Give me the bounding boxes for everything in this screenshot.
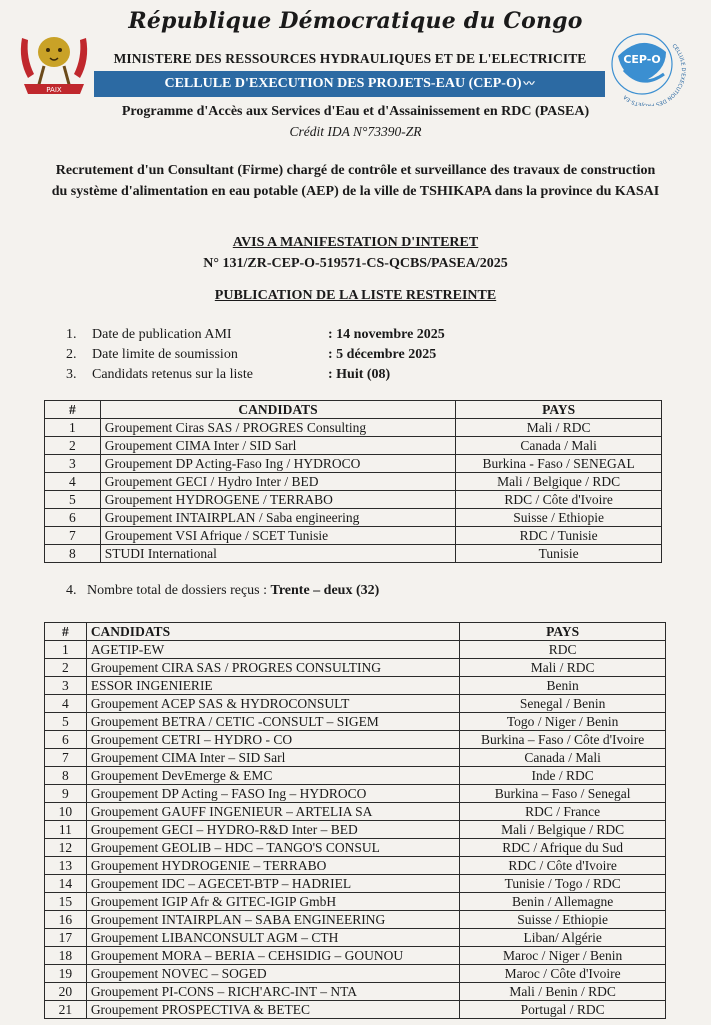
table-row <box>45 857 666 875</box>
shortlist-table <box>44 400 662 563</box>
programme-title: Programme d'Accès aux Services d'Eau et d'Assainissement en RDC (PASEA) <box>121 104 590 119</box>
table-row <box>45 731 666 749</box>
info-number: 3. <box>66 367 77 382</box>
row-number: 13 <box>45 857 87 875</box>
table-row <box>45 749 666 767</box>
table-row <box>45 767 666 785</box>
table-row <box>45 641 666 659</box>
info-value: : 14 novembre 2025 <box>328 327 445 342</box>
row-number: 7 <box>45 527 101 545</box>
received-table <box>44 622 666 1019</box>
row-country: Burkina – Faso / Côte d'Ivoire <box>460 731 666 749</box>
total-value: Trente – deux (32) <box>270 583 380 598</box>
info-list <box>66 325 626 385</box>
row-candidate: Groupement CIMA Inter / SID Sarl <box>100 437 455 455</box>
row-candidate: STUDI International <box>100 545 455 563</box>
table-row <box>45 821 666 839</box>
table-row <box>45 473 662 491</box>
row-number: 5 <box>45 713 87 731</box>
header-number: # <box>45 401 101 419</box>
row-country: Portugal / RDC <box>460 1001 666 1019</box>
row-country: Canada / Mali <box>460 749 666 767</box>
table-row <box>45 491 662 509</box>
table-row <box>45 803 666 821</box>
info-row <box>66 345 626 365</box>
row-country: Maroc / Niger / Benin <box>460 947 666 965</box>
row-number: 8 <box>45 767 87 785</box>
publication-heading: PUBLICATION DE LA LISTE RESTREINTE <box>214 288 497 303</box>
row-country: Mali / Belgique / RDC <box>460 821 666 839</box>
cellule-banner <box>94 71 605 97</box>
table-row <box>45 713 666 731</box>
table-row <box>45 929 666 947</box>
row-candidate: Groupement PI-CONS – RICH'ARC-INT – NTA <box>86 983 460 1001</box>
row-number: 3 <box>45 677 87 695</box>
row-number: 20 <box>45 983 87 1001</box>
row-country: Mali / Benin / RDC <box>460 983 666 1001</box>
row-number: 3 <box>45 455 101 473</box>
table-row <box>45 455 662 473</box>
row-candidate: Groupement DP Acting – FASO Ing – HYDROCO <box>86 785 460 803</box>
row-country: Suisse / Ethiopie <box>456 509 662 527</box>
row-candidate: ESSOR INGENIERIE <box>86 677 460 695</box>
row-country: Burkina – Faso / Senegal <box>460 785 666 803</box>
row-number: 15 <box>45 893 87 911</box>
row-country: Senegal / Benin <box>460 695 666 713</box>
logo-text: CEP-O <box>623 53 661 66</box>
recruitment-title: Recrutement d'un Consultant (Firme) chargé de contrôle et surveillance des travaux de construction du système d'alimentation en eau potable (AEP) de la ville de TSHIKAPA dans la province du KASAI <box>51 163 660 199</box>
cep-o-logo-icon <box>604 26 694 106</box>
credit-number: Crédit IDA N°73390-ZR <box>289 124 422 139</box>
row-number: 4 <box>45 473 101 491</box>
table-row <box>45 545 662 563</box>
row-country: RDC / France <box>460 803 666 821</box>
row-number: 6 <box>45 509 101 527</box>
republic-title: République Démocratique du Congo <box>128 8 583 34</box>
header-number: # <box>45 623 87 641</box>
row-country: RDC / Côte d'Ivoire <box>456 491 662 509</box>
row-candidate: Groupement DP Acting-Faso Ing / HYDROCO <box>100 455 455 473</box>
row-number: 8 <box>45 545 101 563</box>
row-candidate: Groupement MORA – BERIA – CEHSIDIG – GOUNOU <box>86 947 460 965</box>
table-row <box>45 983 666 1001</box>
row-country: Burkina - Faso / SENEGAL <box>456 455 662 473</box>
table-row <box>45 695 666 713</box>
row-country: Suisse / Ethiopie <box>460 911 666 929</box>
row-candidate: Groupement IDC – AGECET-BTP – HADRIEL <box>86 875 460 893</box>
row-number: 1 <box>45 419 101 437</box>
row-number: 10 <box>45 803 87 821</box>
table-row <box>45 509 662 527</box>
row-country: Tunisie / Togo / RDC <box>460 875 666 893</box>
table-row <box>45 911 666 929</box>
row-number: 6 <box>45 731 87 749</box>
row-candidate: Groupement Ciras SAS / PROGRES Consulting <box>100 419 455 437</box>
table-row <box>45 677 666 695</box>
row-candidate: Groupement GEOLIB – HDC – TANGO'S CONSUL <box>86 839 460 857</box>
total-label: 4. Nombre total de dossiers reçus : <box>66 583 271 598</box>
wave-icon: 〰 <box>523 78 535 90</box>
row-candidate: Groupement LIBANCONSULT AGM – CTH <box>86 929 460 947</box>
row-candidate: Groupement INTAIRPLAN – SABA ENGINEERING <box>86 911 460 929</box>
row-candidate: Groupement CIRA SAS / PROGRES CONSULTING <box>86 659 460 677</box>
row-number: 4 <box>45 695 87 713</box>
total-dossiers <box>66 583 379 599</box>
row-country: RDC <box>460 641 666 659</box>
row-number: 14 <box>45 875 87 893</box>
table-row <box>45 419 662 437</box>
row-country: Maroc / Côte d'Ivoire <box>460 965 666 983</box>
row-country: Benin / Allemagne <box>460 893 666 911</box>
row-country: Mali / Belgique / RDC <box>456 473 662 491</box>
row-country: Canada / Mali <box>456 437 662 455</box>
row-number: 11 <box>45 821 87 839</box>
row-candidate: Groupement HYDROGENIE – TERRABO <box>86 857 460 875</box>
row-candidate: Groupement CETRI – HYDRO - CO <box>86 731 460 749</box>
row-candidate: Groupement NOVEC – SOGED <box>86 965 460 983</box>
table-row <box>45 527 662 545</box>
row-number: 7 <box>45 749 87 767</box>
row-country: Inde / RDC <box>460 767 666 785</box>
table-header-row <box>45 623 666 641</box>
info-row <box>66 325 626 345</box>
row-number: 12 <box>45 839 87 857</box>
row-candidate: Groupement IGIP Afr & GITEC-IGIP GmbH <box>86 893 460 911</box>
row-number: 16 <box>45 911 87 929</box>
table-row <box>45 839 666 857</box>
row-country: RDC / Afrique du Sud <box>460 839 666 857</box>
row-country: RDC / Tunisie <box>456 527 662 545</box>
info-label: Date limite de soumission <box>92 347 238 362</box>
coat-of-arms-icon <box>14 30 94 96</box>
row-candidate: Groupement GECI – HYDRO-R&D Inter – BED <box>86 821 460 839</box>
row-number: 2 <box>45 659 87 677</box>
avis-heading: AVIS A MANIFESTATION D'INTERET <box>232 235 479 250</box>
header-pays: PAYS <box>460 623 666 641</box>
row-candidate: AGETIP-EW <box>86 641 460 659</box>
row-country: Benin <box>460 677 666 695</box>
row-number: 19 <box>45 965 87 983</box>
table-row <box>45 659 666 677</box>
row-candidate: Groupement ACEP SAS & HYDROCONSULT <box>86 695 460 713</box>
info-label: Candidats retenus sur la liste <box>92 367 253 382</box>
header-pays: PAYS <box>456 401 662 419</box>
info-value: : Huit (08) <box>328 367 391 382</box>
row-candidate: Groupement PROSPECTIVA & BETEC <box>86 1001 460 1019</box>
table-row <box>45 965 666 983</box>
table-row <box>45 785 666 803</box>
row-candidate: Groupement HYDROGENE / TERRABO <box>100 491 455 509</box>
emblem-banner-text: PAIX <box>46 86 62 94</box>
table-row <box>45 875 666 893</box>
ministry-name: MINISTERE DES RESSOURCES HYDRAULIQUES ET DE L'ELECTRICITE <box>113 51 587 66</box>
info-label: Date de publication AMI <box>92 327 232 342</box>
info-value: : 5 décembre 2025 <box>328 347 437 362</box>
logo-ring-text: CELLULE D'EXECUTION DES PROJETS-EA <box>622 43 686 106</box>
row-country: Mali / RDC <box>460 659 666 677</box>
row-candidate: Groupement GAUFF INGENIEUR – ARTELIA SA <box>86 803 460 821</box>
info-row <box>66 365 626 385</box>
header-candidats: CANDIDATS <box>100 401 455 419</box>
row-number: 9 <box>45 785 87 803</box>
row-country: Mali / RDC <box>456 419 662 437</box>
avis-block <box>0 232 711 274</box>
row-country: Liban/ Algérie <box>460 929 666 947</box>
row-candidate: Groupement VSI Afrique / SCET Tunisie <box>100 527 455 545</box>
table-row <box>45 947 666 965</box>
info-number: 2. <box>66 347 77 362</box>
row-country: Tunisie <box>456 545 662 563</box>
table-header-row <box>45 401 662 419</box>
row-candidate: Groupement DevEmerge & EMC <box>86 767 460 785</box>
table-row <box>45 1001 666 1019</box>
row-number: 18 <box>45 947 87 965</box>
row-candidate: Groupement CIMA Inter – SID Sarl <box>86 749 460 767</box>
row-number: 1 <box>45 641 87 659</box>
row-number: 17 <box>45 929 87 947</box>
row-country: RDC / Côte d'Ivoire <box>460 857 666 875</box>
avis-reference: N° 131/ZR-CEP-O-519571-CS-QCBS/PASEA/2025 <box>203 256 508 271</box>
table-row <box>45 893 666 911</box>
row-number: 21 <box>45 1001 87 1019</box>
table-row <box>45 437 662 455</box>
cellule-name: CELLULE D'EXECUTION DES PROJETS-EAU (CEP-O) <box>164 76 522 91</box>
row-candidate: Groupement GECI / Hydro Inter / BED <box>100 473 455 491</box>
info-number: 1. <box>66 327 77 342</box>
row-country: Togo / Niger / Benin <box>460 713 666 731</box>
header-candidats: CANDIDATS <box>86 623 460 641</box>
row-number: 5 <box>45 491 101 509</box>
row-candidate: Groupement BETRA / CETIC -CONSULT – SIGEM <box>86 713 460 731</box>
row-candidate: Groupement INTAIRPLAN / Saba engineering <box>100 509 455 527</box>
row-number: 2 <box>45 437 101 455</box>
